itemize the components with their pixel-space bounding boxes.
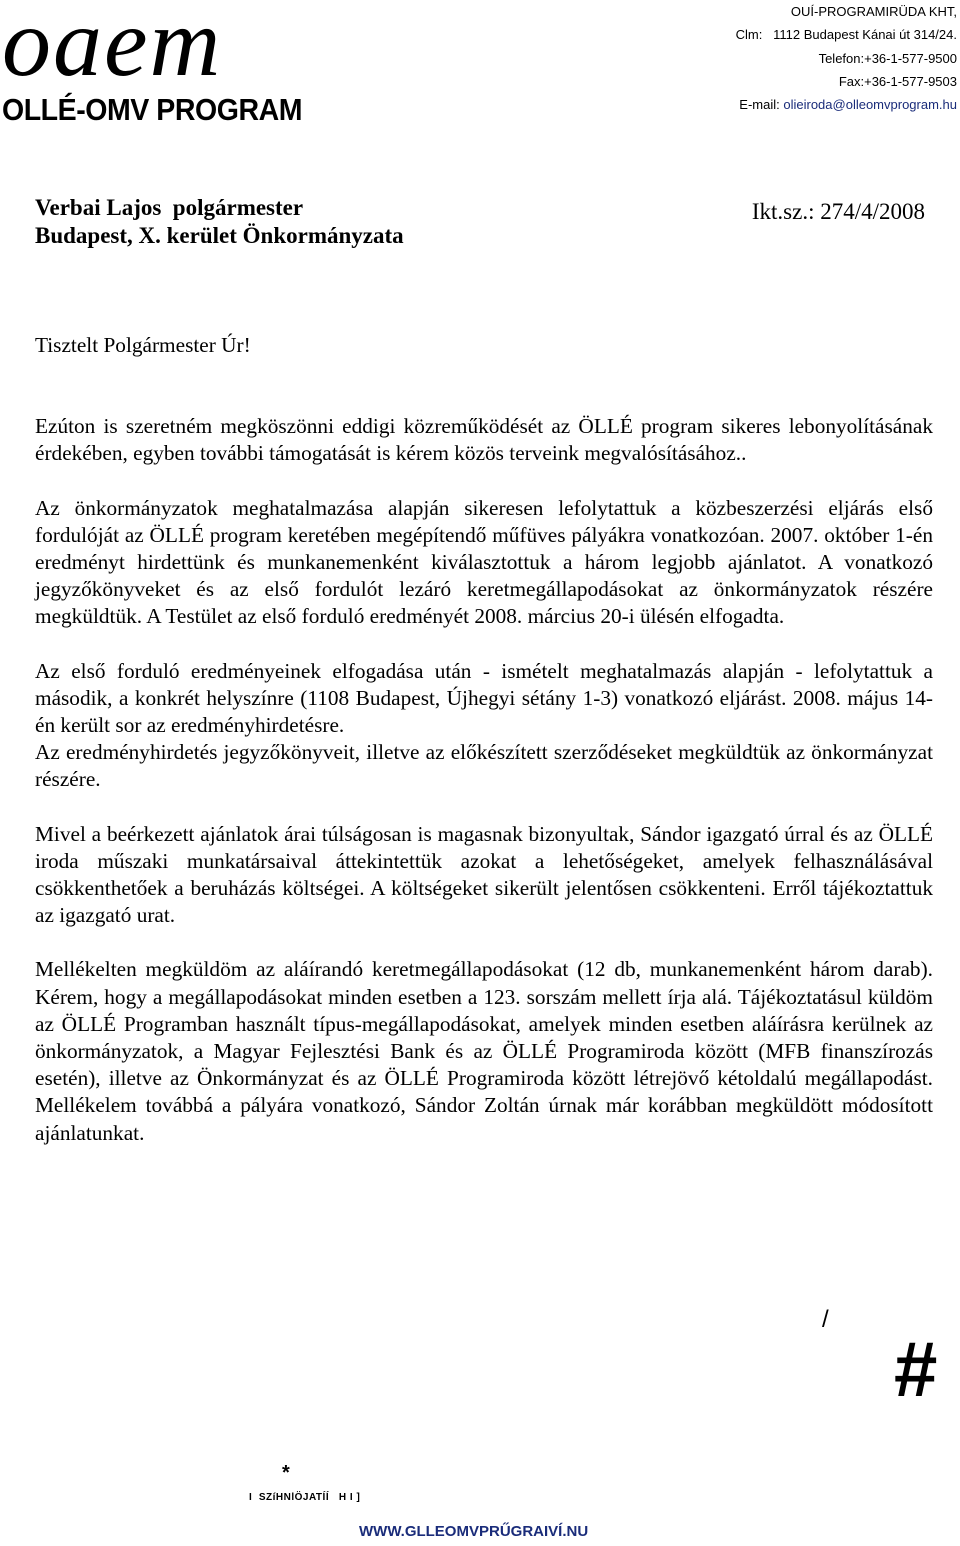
paragraph-6: Mellékelten megküldöm az aláírandó keretmegállapodásokat (12 db, munkanemenként három darab). Kérem, hogy a megállapodásokat minden esetben a 123. sorszám mellett írja alá. Tájékoztatásul küldöm az ÖLLÉ Programban használt típus-megállapodásokat, amelyek minden esetben aláírásra kerülnek az önkormányzatok, a Magyar Fejlesztési Bank és az ÖLLÉ Programiroda között (MFB finanszírozás esetén), illetve az Önkormányzat és az ÖLLÉ Programiroda között létrejövő kétoldalú megállapodást. Mellékelem továbbá a pályára vonatkozó, Sándor Zoltán úrnak már korábban megküldött módosított ajánlatunkat. bbox=[35, 957, 933, 1145]
email-line bbox=[497, 93, 957, 116]
footer-url[interactable]: WWW.GLLEOMVPRŰGRAIVÍ.NU bbox=[359, 1523, 589, 1540]
footer-code: I SZíHNlÖJATÍÍ H I ] bbox=[249, 1492, 361, 1503]
signature-mark-hash: # bbox=[894, 1325, 938, 1413]
addressee-org: Budapest, X. kerület Önkormányzata bbox=[35, 223, 404, 248]
address: 1112 Budapest Kánai út 314/24. bbox=[773, 27, 957, 43]
salutation: Tisztelt Polgármester Úr! bbox=[35, 333, 251, 357]
fax: Fax:+36-1-577-9503 bbox=[838, 73, 957, 89]
addressee bbox=[35, 194, 404, 250]
address-label: Clm: bbox=[735, 27, 763, 43]
paragraph-5: Mivel a beérkezett ajánlatok árai túlságosan is magasnak bizonyultak, Sándor igazgató úrral és az ÖLLÉ iroda műszaki munkatársaival áttekintettük azokat a lehetőségeket, amelyek felhasználásával csökkenthetőek a beruházás költségei. A költségeket sikerült jelentősen csökkenteni. Erről tájékoztattuk az igazgató urat. bbox=[35, 821, 933, 928]
logo: oaem bbox=[2, 0, 223, 97]
letter-body bbox=[35, 332, 933, 1174]
paragraph-1: Ezúton is szeretném megköszönni eddigi közreműködését az ÖLLÉ program sikeres lebonyolításának érdekében, egyben további támogatását is kérem közös terveink megvalósításához.. bbox=[35, 414, 933, 466]
phone: Telefon:+36-1-577-9500 bbox=[818, 50, 957, 66]
signature-mark-slash: / bbox=[822, 1306, 829, 1333]
email-link[interactable]: olieiroda@olleomvprogram.hu bbox=[783, 97, 957, 113]
addressee-name: Verbai Lajos polgármester bbox=[35, 195, 304, 220]
program-name: OLLÉ-OMV PROGRAM bbox=[2, 92, 303, 127]
contact-block bbox=[497, 0, 957, 116]
email-label: E-mail: bbox=[739, 97, 780, 113]
paragraph-4: Az eredményhirdetés jegyzőkönyveit, illetve az előkészített szerződéseket megküldtük az önkormányzat részére. bbox=[35, 740, 933, 792]
paragraph-3: Az első forduló eredményeinek elfogadása után - ismételt meghatalmazás alapján - lefolytattuk a második, a konkrét helyszínre (1108 Budapest, Újhegyi sétány 1-3) vonatkozó eljárást. 2008. május 14-én került sor az eredményhirdetésre. bbox=[35, 658, 933, 738]
address-line bbox=[497, 23, 957, 46]
paragraph-2: Az önkormányzatok meghatalmazása alapján sikeresen lefolytattuk a közbeszerzési eljárás első fordulóját az ÖLLÉ program keretében megépítendő műfüves pályákra vonatkozóan. 2007. október 1-én eredményt hirdettünk és munkanemenként kiválasztottuk a három legjobb ajánlatot. A vonatkozó jegyzőkönyveket és az első fordulót lezáró keretmegállapodásokat az önkormányzatok részére megküldtük. A Testület az első forduló eredményét 2008. március 20-i ülésén elfogadta. bbox=[35, 495, 933, 629]
reference-number: Ikt.sz.: 274/4/2008 bbox=[751, 199, 925, 224]
org-name: OUÍ-PROGRAMIRÜDA KHT, bbox=[790, 4, 957, 19]
signature-mark-star: * bbox=[282, 1462, 290, 1484]
